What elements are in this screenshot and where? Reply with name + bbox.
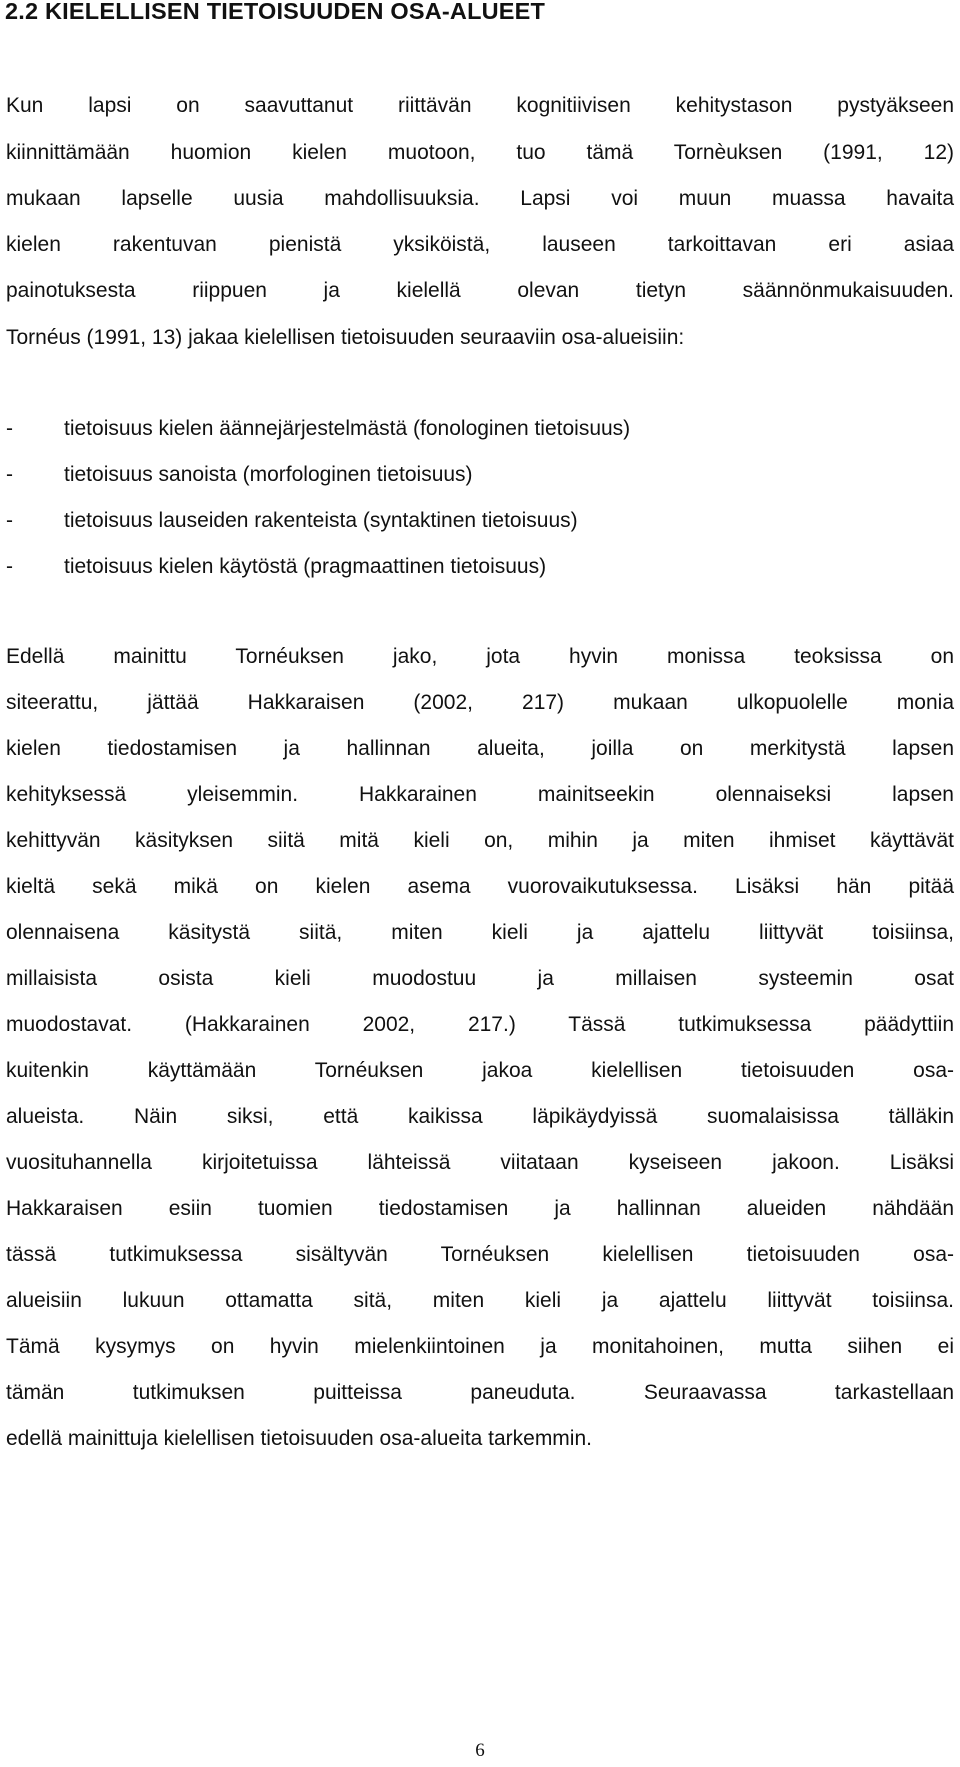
- list-item-text: tietoisuus kielen käytöstä (pragmaattinen tietoisuus): [64, 555, 547, 578]
- paragraph-line: Kun lapsi on saavuttanut riittävän kognitiivisen kehitystason pystyäkseen: [6, 94, 954, 117]
- paragraph-line: siteerattu, jättää Hakkaraisen (2002, 217) mukaan ulkopuolelle monia: [6, 691, 954, 714]
- paragraph-line: tässä tutkimuksessa sisältyvän Tornéuksen kielellisen tietoisuuden osa-: [6, 1243, 954, 1266]
- list-item-text: tietoisuus lauseiden rakenteista (syntaktinen tietoisuus): [64, 509, 578, 532]
- paragraph-line: muodostavat. (Hakkarainen 2002, 217.) Tässä tutkimuksessa päädyttiin: [6, 1013, 954, 1036]
- paragraph-line: edellä mainittuja kielellisen tietoisuuden osa-alueita tarkemmin.: [6, 1427, 592, 1450]
- paragraph-line: Edellä mainittu Tornéuksen jako, jota hyvin monissa teoksissa on: [6, 645, 954, 668]
- paragraph-line: olennaisena käsitystä siitä, miten kieli ja ajattelu liittyvät toisiinsa,: [6, 921, 954, 944]
- paragraph-line: painotuksesta riippuen ja kielellä olevan tietyn säännönmukaisuuden.: [6, 279, 954, 302]
- list-dash: -: [6, 509, 13, 532]
- paragraph-line: tämän tutkimuksen puitteissa paneuduta. Seuraavassa tarkastellaan: [6, 1381, 954, 1404]
- page-number: 6: [475, 1740, 485, 1761]
- paragraph-line: Hakkaraisen esiin tuomien tiedostamisen ja hallinnan alueiden nähdään: [6, 1197, 954, 1220]
- paragraph-line: alueista. Näin siksi, että kaikissa läpikäydyissä suomalaisissa tälläkin: [6, 1105, 954, 1128]
- paragraph-line: kielen rakentuvan pienistä yksiköistä, lauseen tarkoittavan eri asiaa: [6, 233, 954, 256]
- paragraph-line: vuosituhannella kirjoitetuissa lähteissä viitataan kyseiseen jakoon. Lisäksi: [6, 1151, 954, 1174]
- paragraph-line: millaisista osista kieli muodostuu ja millaisen systeemin osat: [6, 967, 954, 990]
- list-dash: -: [6, 555, 13, 578]
- paragraph-line: mukaan lapselle uusia mahdollisuuksia. Lapsi voi muun muassa havaita: [6, 187, 954, 210]
- section-heading: 2.2 KIELELLISEN TIETOISUUDEN OSA-ALUEET: [5, 0, 546, 24]
- paragraph-line: kieltä sekä mikä on kielen asema vuorovaikutuksessa. Lisäksi hän pitää: [6, 875, 954, 898]
- paragraph-line: Tornéus (1991, 13) jakaa kielellisen tietoisuuden seuraaviin osa-alueisiin:: [6, 326, 685, 349]
- list-dash: -: [6, 417, 13, 440]
- paragraph-line: Tämä kysymys on hyvin mielenkiintoinen ja monitahoinen, mutta siihen ei: [6, 1335, 954, 1358]
- paragraph-line: kiinnittämään huomion kielen muotoon, tuo tämä Tornèuksen (1991, 12): [6, 141, 954, 164]
- list-item-text: tietoisuus kielen äännejärjestelmästä (fonologinen tietoisuus): [64, 417, 631, 440]
- list-item-text: tietoisuus sanoista (morfologinen tietoisuus): [64, 463, 473, 486]
- paragraph-line: kielen tiedostamisen ja hallinnan alueita, joilla on merkitystä lapsen: [6, 737, 954, 760]
- paragraph-line: kehittyvän käsityksen siitä mitä kieli on, mihin ja miten ihmiset käyttävät: [6, 829, 954, 852]
- paragraph-line: kehityksessä yleisemmin. Hakkarainen mainitseekin olennaiseksi lapsen: [6, 783, 954, 806]
- paragraph-line: alueisiin lukuun ottamatta sitä, miten kieli ja ajattelu liittyvät toisiinsa.: [6, 1289, 954, 1312]
- list-dash: -: [6, 463, 13, 486]
- paragraph-line: kuitenkin käyttämään Tornéuksen jakoa kielellisen tietoisuuden osa-: [6, 1059, 954, 1082]
